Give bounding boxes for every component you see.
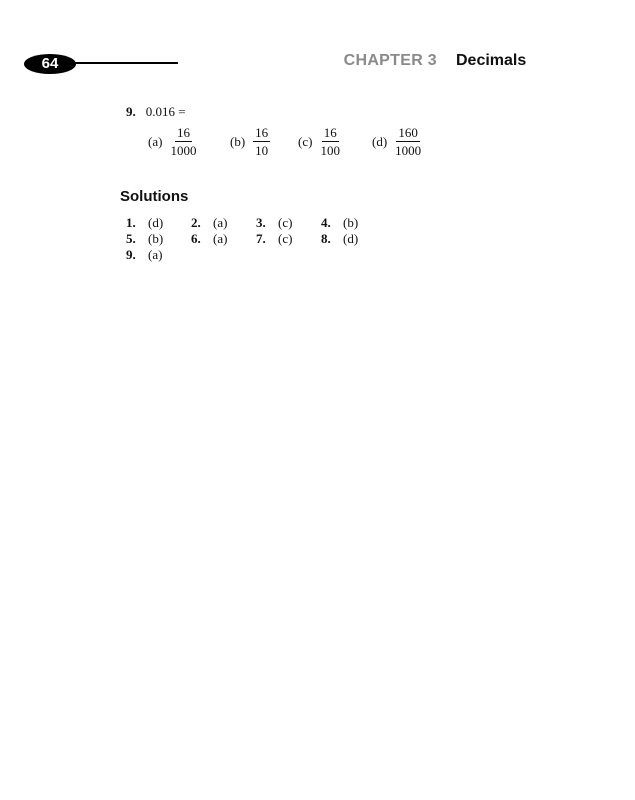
page-number-badge: 64 <box>24 54 76 74</box>
solutions-list <box>126 215 386 263</box>
option-d <box>372 125 421 158</box>
solution-number: 8. <box>321 231 331 246</box>
fraction <box>170 125 196 158</box>
denominator: 10 <box>255 143 269 158</box>
fraction <box>253 125 270 158</box>
numerator: 16 <box>255 125 269 140</box>
option-c <box>298 125 340 158</box>
solution-answer: (d) <box>343 231 359 246</box>
chapter-label: CHAPTER 3 <box>343 52 437 69</box>
solution-number: 5. <box>126 231 136 246</box>
solutions-row <box>126 231 386 247</box>
fraction <box>320 125 340 158</box>
solution-number: 2. <box>191 215 201 230</box>
answer-options <box>148 125 448 161</box>
denominator: 100 <box>320 143 340 158</box>
solution-answer: (a) <box>148 247 163 262</box>
solution-number: 9. <box>126 247 136 262</box>
question-stem <box>126 104 186 120</box>
solution-item <box>191 231 256 247</box>
solution-number: 4. <box>321 215 331 230</box>
solutions-row <box>126 215 386 231</box>
solution-item <box>191 215 256 231</box>
solution-item <box>126 247 191 263</box>
fraction <box>395 125 421 158</box>
numerator: 16 <box>176 125 190 140</box>
option-a <box>148 125 196 158</box>
option-letter: (d) <box>372 133 388 149</box>
solution-item <box>256 231 321 247</box>
solution-answer: (c) <box>278 215 293 230</box>
denominator: 1000 <box>395 143 422 158</box>
solution-answer: (a) <box>213 231 228 246</box>
denominator: 1000 <box>170 143 197 158</box>
solution-item <box>321 231 386 247</box>
solution-item <box>126 215 191 231</box>
option-letter: (c) <box>298 133 313 149</box>
chapter-title: Decimals <box>456 52 527 69</box>
solution-item <box>126 231 191 247</box>
numerator: 160 <box>398 125 418 140</box>
option-b <box>230 125 270 158</box>
solution-number: 6. <box>191 231 201 246</box>
header-rule <box>72 62 178 64</box>
solution-answer: (a) <box>213 215 228 230</box>
page-header <box>0 0 635 90</box>
solution-number: 1. <box>126 215 136 230</box>
solution-number: 3. <box>256 215 266 230</box>
option-letter: (b) <box>230 133 246 149</box>
solution-item <box>256 215 321 231</box>
solution-answer: (b) <box>148 231 164 246</box>
solution-answer: (c) <box>278 231 293 246</box>
solutions-row <box>126 247 386 263</box>
option-letter: (a) <box>148 133 163 149</box>
solutions-heading: Solutions <box>120 188 189 205</box>
solution-answer: (b) <box>343 215 359 230</box>
solution-number: 7. <box>256 231 266 246</box>
solution-item <box>321 215 386 231</box>
question-number: 9. <box>126 104 136 119</box>
question-9 <box>126 104 186 120</box>
solution-answer: (d) <box>148 215 164 230</box>
numerator: 16 <box>323 125 337 140</box>
question-text: 0.016 = <box>145 104 186 119</box>
